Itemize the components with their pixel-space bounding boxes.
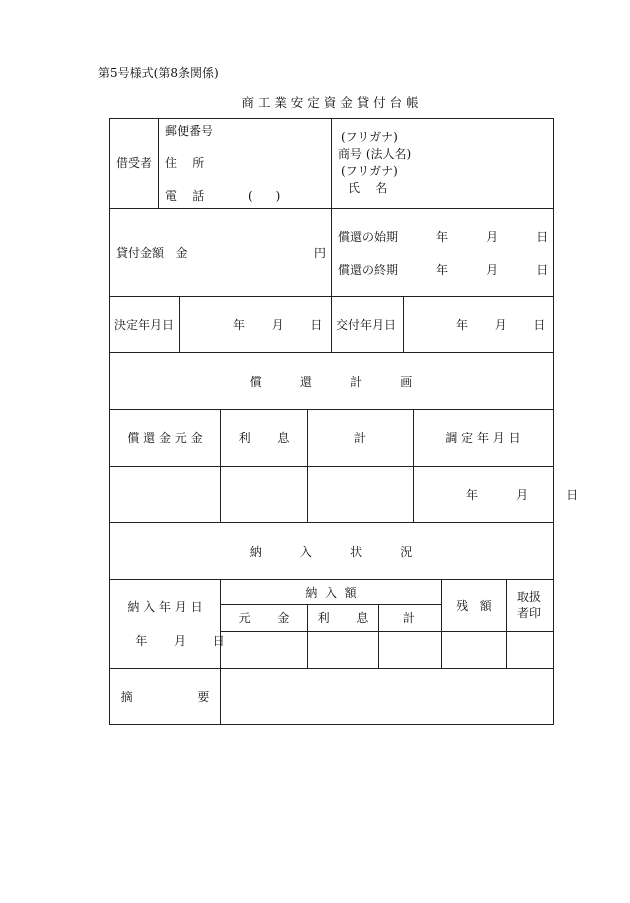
payment-col-handler-line1: 取扱 — [516, 590, 542, 604]
plan-col-total: 計 — [353, 431, 367, 445]
repayment-plan-header: 償 還 計 画 — [249, 375, 413, 389]
decision-date-value: 年 月 日 — [233, 318, 323, 332]
furigana-label-2: (フリガナ) — [341, 164, 398, 178]
plan-col-principal: 償 還 金 元 金 — [127, 431, 203, 445]
payment-col-balance: 残 額 — [456, 599, 492, 613]
plan-row-date: 年 月 日 — [466, 488, 579, 502]
plan-col-adjust-date: 調 定 年 月 日 — [445, 431, 521, 445]
payment-status-header: 納 入 状 況 — [249, 545, 413, 559]
payment-sub-interest: 利 息 — [317, 611, 369, 625]
plan-col-interest: 利 息 — [238, 431, 290, 445]
payment-sub-total: 計 — [402, 611, 416, 625]
phone-area-parens: ( ) — [248, 189, 281, 203]
borrower-label: 借受者 — [116, 156, 153, 170]
furigana-label-1: (フリガナ) — [341, 130, 398, 144]
payment-col-amount: 納 入 額 — [305, 586, 357, 600]
name-label: 氏 名 — [348, 181, 388, 195]
delivery-date-value: 年 月 日 — [456, 318, 546, 332]
repayment-end-date: 年 月 日 — [436, 263, 549, 277]
payment-col-handler-line2: 者印 — [516, 606, 542, 620]
phone-label: 電 話 — [165, 189, 205, 203]
repayment-end-label: 償還の終期 — [338, 263, 399, 277]
form-number: 第5号様式(第8条関係) — [98, 66, 219, 80]
repayment-start-label: 償還の始期 — [338, 230, 399, 244]
postal-code-label: 郵便番号 — [165, 124, 214, 138]
repayment-start-date: 年 月 日 — [436, 230, 549, 244]
decision-date-label: 決定年月日 — [114, 318, 175, 332]
remarks-label: 摘 要 — [120, 690, 210, 704]
address-label: 住 所 — [165, 156, 205, 170]
trade-name-label: 商号 (法人名) — [338, 147, 412, 161]
payment-sub-principal: 元 金 — [238, 611, 290, 625]
yen-unit: 円 — [314, 246, 327, 260]
payment-col-date: 納 入 年 月 日 — [127, 600, 203, 614]
loan-amount-label: 貸付金額 金 — [116, 246, 188, 260]
payment-col-date-row: 年 月 日 — [135, 634, 225, 648]
delivery-date-label: 交付年月日 — [336, 318, 397, 332]
ledger-title: 商 工 業 安 定 資 金 貸 付 台 帳 — [241, 95, 419, 110]
